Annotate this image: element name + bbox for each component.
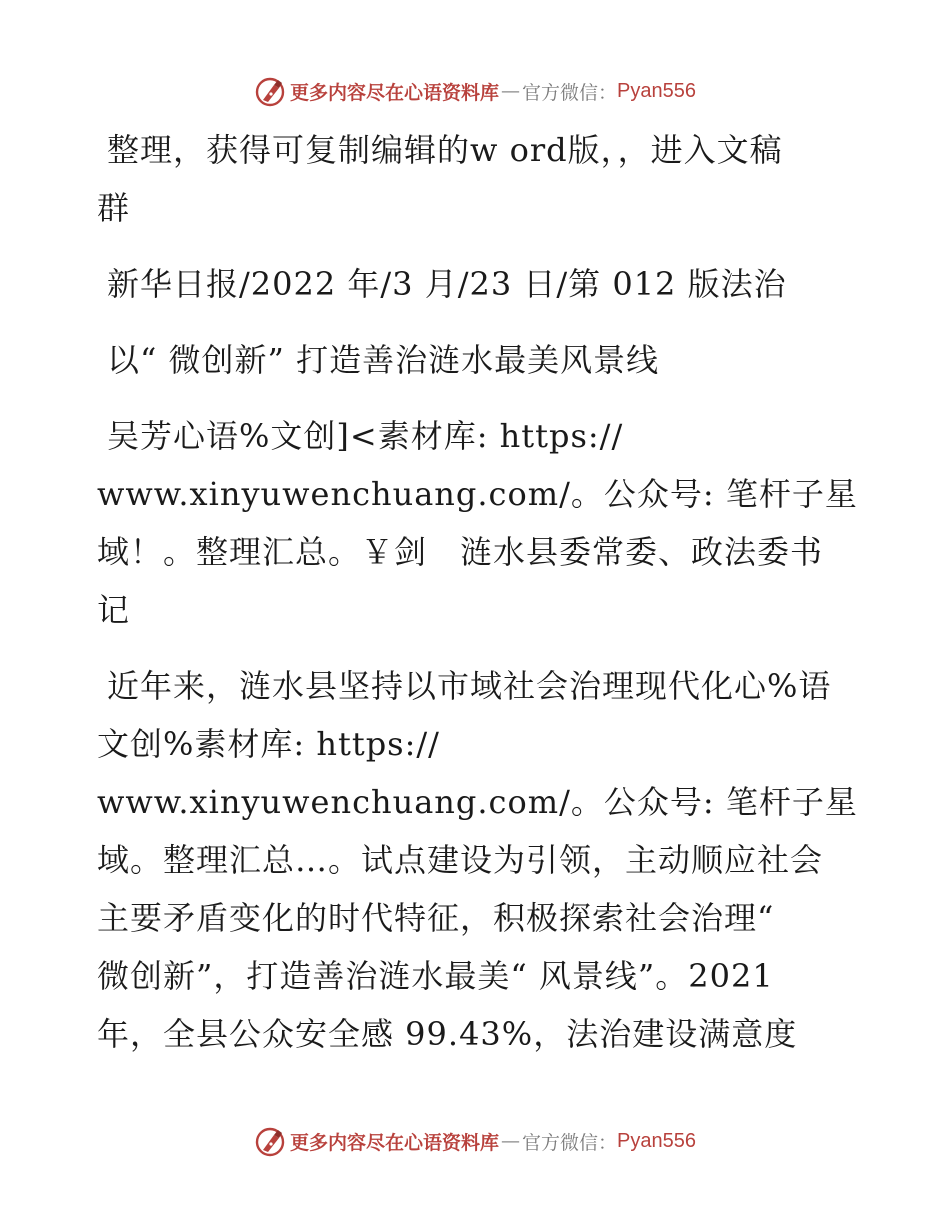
pen-nib-icon [254,1125,286,1157]
text-line: 新华日报/2022 年/3 月/23 日/第 012 版法治 [107,265,787,303]
text-line: 记 [97,591,131,629]
text-line: 年，全县公众安全感 99.43%，法治建设满意度 [97,1015,798,1053]
article-title: 以“ 微创新” 打造善治涟水最美风景线 [107,341,660,379]
watermark-banner-bottom [0,1121,950,1161]
watermark-separator: — [501,80,521,102]
paragraph-source [97,255,857,313]
watermark-brand-text: 更多内容尽在心语资料库 [290,81,500,104]
watermark-wechat-id: Pyan556 [617,1129,696,1152]
document-body [97,121,857,1081]
text-line: 微创新”，打造善治涟水最美“ 风景线”。2021 [97,957,774,995]
pen-nib-icon [254,75,286,107]
paragraph-intro [97,121,857,237]
watermark-wechat-label: 官方微信： [522,1131,618,1154]
text-line: 文创%素材库: https:// [97,725,440,763]
paragraph-author [97,407,857,639]
text-line: 主要矛盾变化的时代特征，积极探索社会治理“ [97,899,775,937]
text-line: www.xinyuwenchuang.com/。公众号: 笔杆子星 [97,783,858,821]
watermark-wechat-label: 官方微信： [522,81,618,104]
watermark-separator: — [501,1130,521,1152]
text-line: www.xinyuwenchuang.com/。公众号: 笔杆子星 [97,475,858,513]
paragraph-body [97,657,857,1063]
text-line: 整理，获得可复制编辑的w ord版，，进入文稿 [107,131,783,169]
paragraph-title [97,331,857,389]
text-line: 吴芳心语%文创]<素材库: https:// [107,417,624,455]
text-line: 域。整理汇总…。试点建设为引领，主动顺应社会 [97,841,824,879]
text-line: 域！。整理汇总。￥剑 涟水县委常委、政法委书 [97,533,824,571]
watermark-banner-top [0,71,950,111]
watermark-brand-text: 更多内容尽在心语资料库 [290,1131,500,1154]
text-line: 群 [97,189,131,227]
text-line: 近年来，涟水县坚持以市域社会治理现代化心%语 [107,667,832,705]
watermark-wechat-id: Pyan556 [617,79,696,102]
